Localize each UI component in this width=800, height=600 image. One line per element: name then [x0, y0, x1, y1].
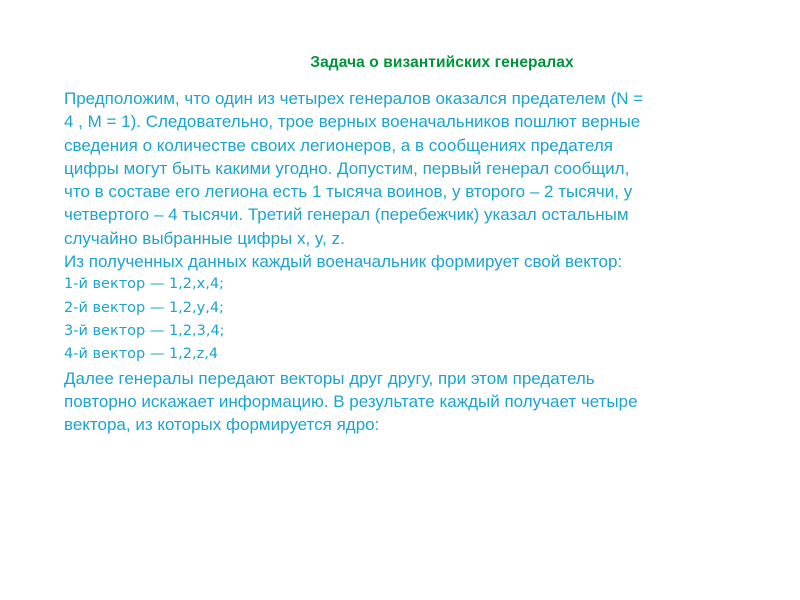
body-line-3: сведения о количестве своих легионеров, а в сообщениях предателя — [64, 135, 613, 155]
body-line-8: Из полученных данных каждый военачальник формирует свой вектор: — [64, 252, 623, 272]
body-line-6: четвертого – 4 тысячи. Третий генерал (перебежчик) указал остальным — [64, 205, 629, 225]
body-line-14: повторно искажает информацию. В результате каждый получает четыре — [64, 391, 638, 411]
vector-line-1: 1-й вектор — 1,2,x,4; — [64, 276, 224, 293]
body-line-1: Предположим, что один из четырех генералов оказался предателем (N = — [64, 89, 644, 108]
slide-body — [64, 87, 754, 436]
body-line-2: 4 , M = 1). Следовательно, трое верных военачальников пошлют верные — [64, 112, 641, 132]
body-line-4: цифры могут быть какими угодно. Допустим, первый генерал сообщил, — [64, 158, 630, 178]
body-line-7: случайно выбранные цифры x, y, z. — [64, 228, 345, 248]
body-line-5: что в составе его легиона есть 1 тысяча воинов, у второго – 2 тысячи, у — [64, 182, 633, 202]
body-line-15: вектора, из которых формируется ядро: — [64, 415, 380, 435]
vector-line-4: 4-й вектор — 1,2,z,4 — [64, 346, 219, 363]
body-line-13: Далее генералы передают векторы друг другу, при этом предатель — [64, 368, 595, 388]
slide-title: Задача о византийских генералах — [310, 54, 574, 71]
vector-line-2: 2-й вектор — 1,2,y,4; — [64, 299, 224, 316]
vector-line-3: 3-й вектор — 1,2,3,4; — [64, 322, 225, 339]
